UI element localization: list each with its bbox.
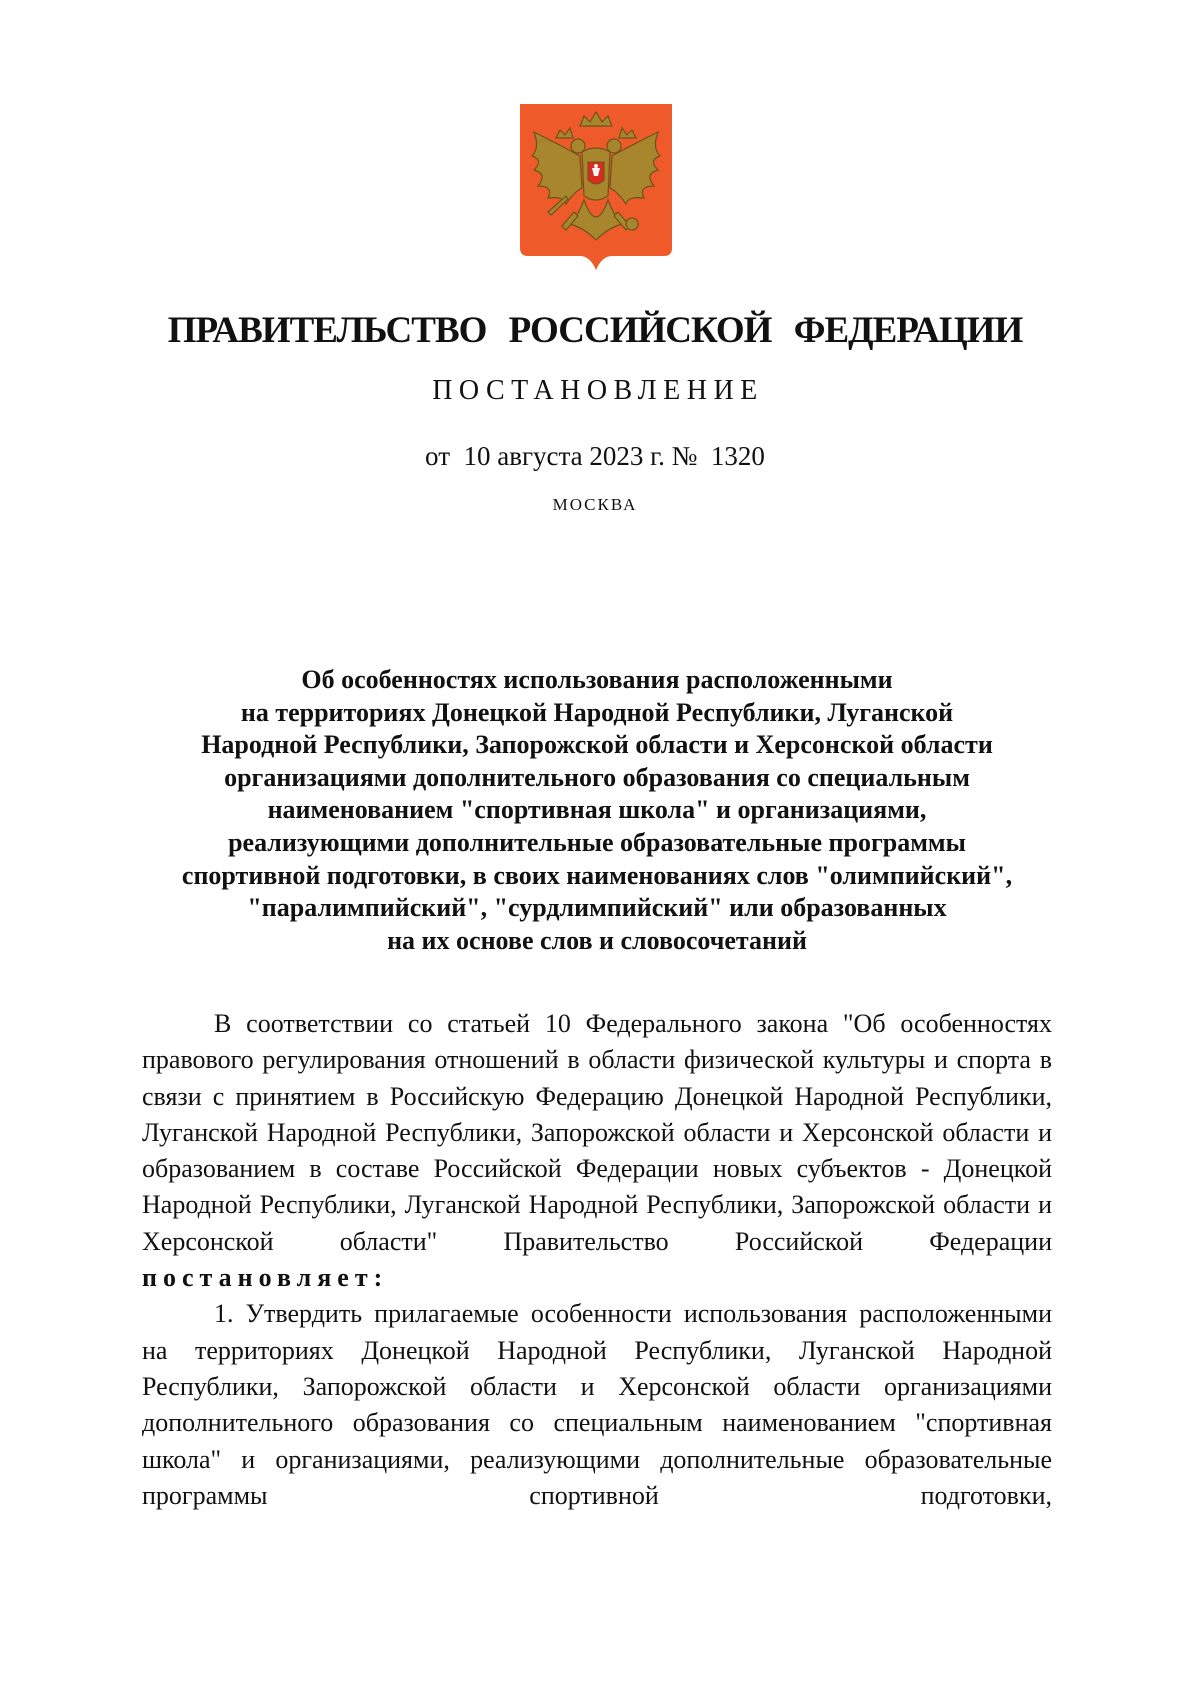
subject-line: реализующими дополнительные образовательные программы	[228, 827, 966, 857]
government-title: ПРАВИТЕЛЬСТВО РОССИЙСКОЙ ФЕДЕРАЦИИ	[167, 310, 1023, 351]
subject-line: на их основе слов и словосочетаний	[387, 925, 807, 955]
subject-line: спортивной подготовки, в своих наименованиях слов "олимпийский",	[181, 860, 1013, 890]
subject-line: наименованием "спортивная школа" и организациями,	[267, 795, 927, 825]
subject-line: Народной Республики, Запорожской области и Херсонской области	[201, 730, 993, 760]
document-type: ПОСТАНОВЛЕНИЕ	[432, 375, 764, 406]
document-date-number: от 10 августа 2023 г. № 1320	[425, 441, 765, 471]
coat-of-arms-emblem	[518, 104, 674, 278]
russian-coat-of-arms-icon	[518, 104, 674, 278]
subject-line: на территориях Донецкой Народной Республики, Луганской	[240, 697, 954, 727]
resolves-keyword: постановляет:	[142, 1263, 389, 1293]
document-subject	[120, 664, 1074, 957]
subject-line: "паралимпийский", "сурдлимпийский" или образованных	[247, 893, 947, 923]
document-city: МОСКВА	[552, 495, 638, 514]
subject-line: Об особенностях использования расположенными	[301, 665, 893, 694]
subject-line: организациями дополнительного образования со специальным	[224, 762, 970, 792]
preamble-text: В соответствии со статьей 10 Федерального закона "Об особенностях правового регулирования отношений в области физической культуры и спорта в связи с принятием в Российскую Федерацию Донецкой Народной Республики, Луганской Народной Республики, Запорожской области и Херсонской области и образованием в составе Российской Федерации новых субъектов - Донецкой Народной Республики, Луганской Народной Республики, Запорожской области и Херсонской области" Правительство Российской Федерации	[142, 1009, 1052, 1256]
item-1-paragraph: 1. Утвердить прилагаемые особенности использования расположенными на территориях Донецкой Народной Республики, Луганской Народной Республики, Запорожской области и Херсонской области организациями дополнительного образования со специальным наименованием "спортивная школа" и организациями, реализующими дополнительные образовательные программы спортивной подготовки,	[142, 1299, 1052, 1510]
preamble-paragraph	[142, 1006, 1052, 1296]
document-body	[142, 1006, 1052, 1514]
